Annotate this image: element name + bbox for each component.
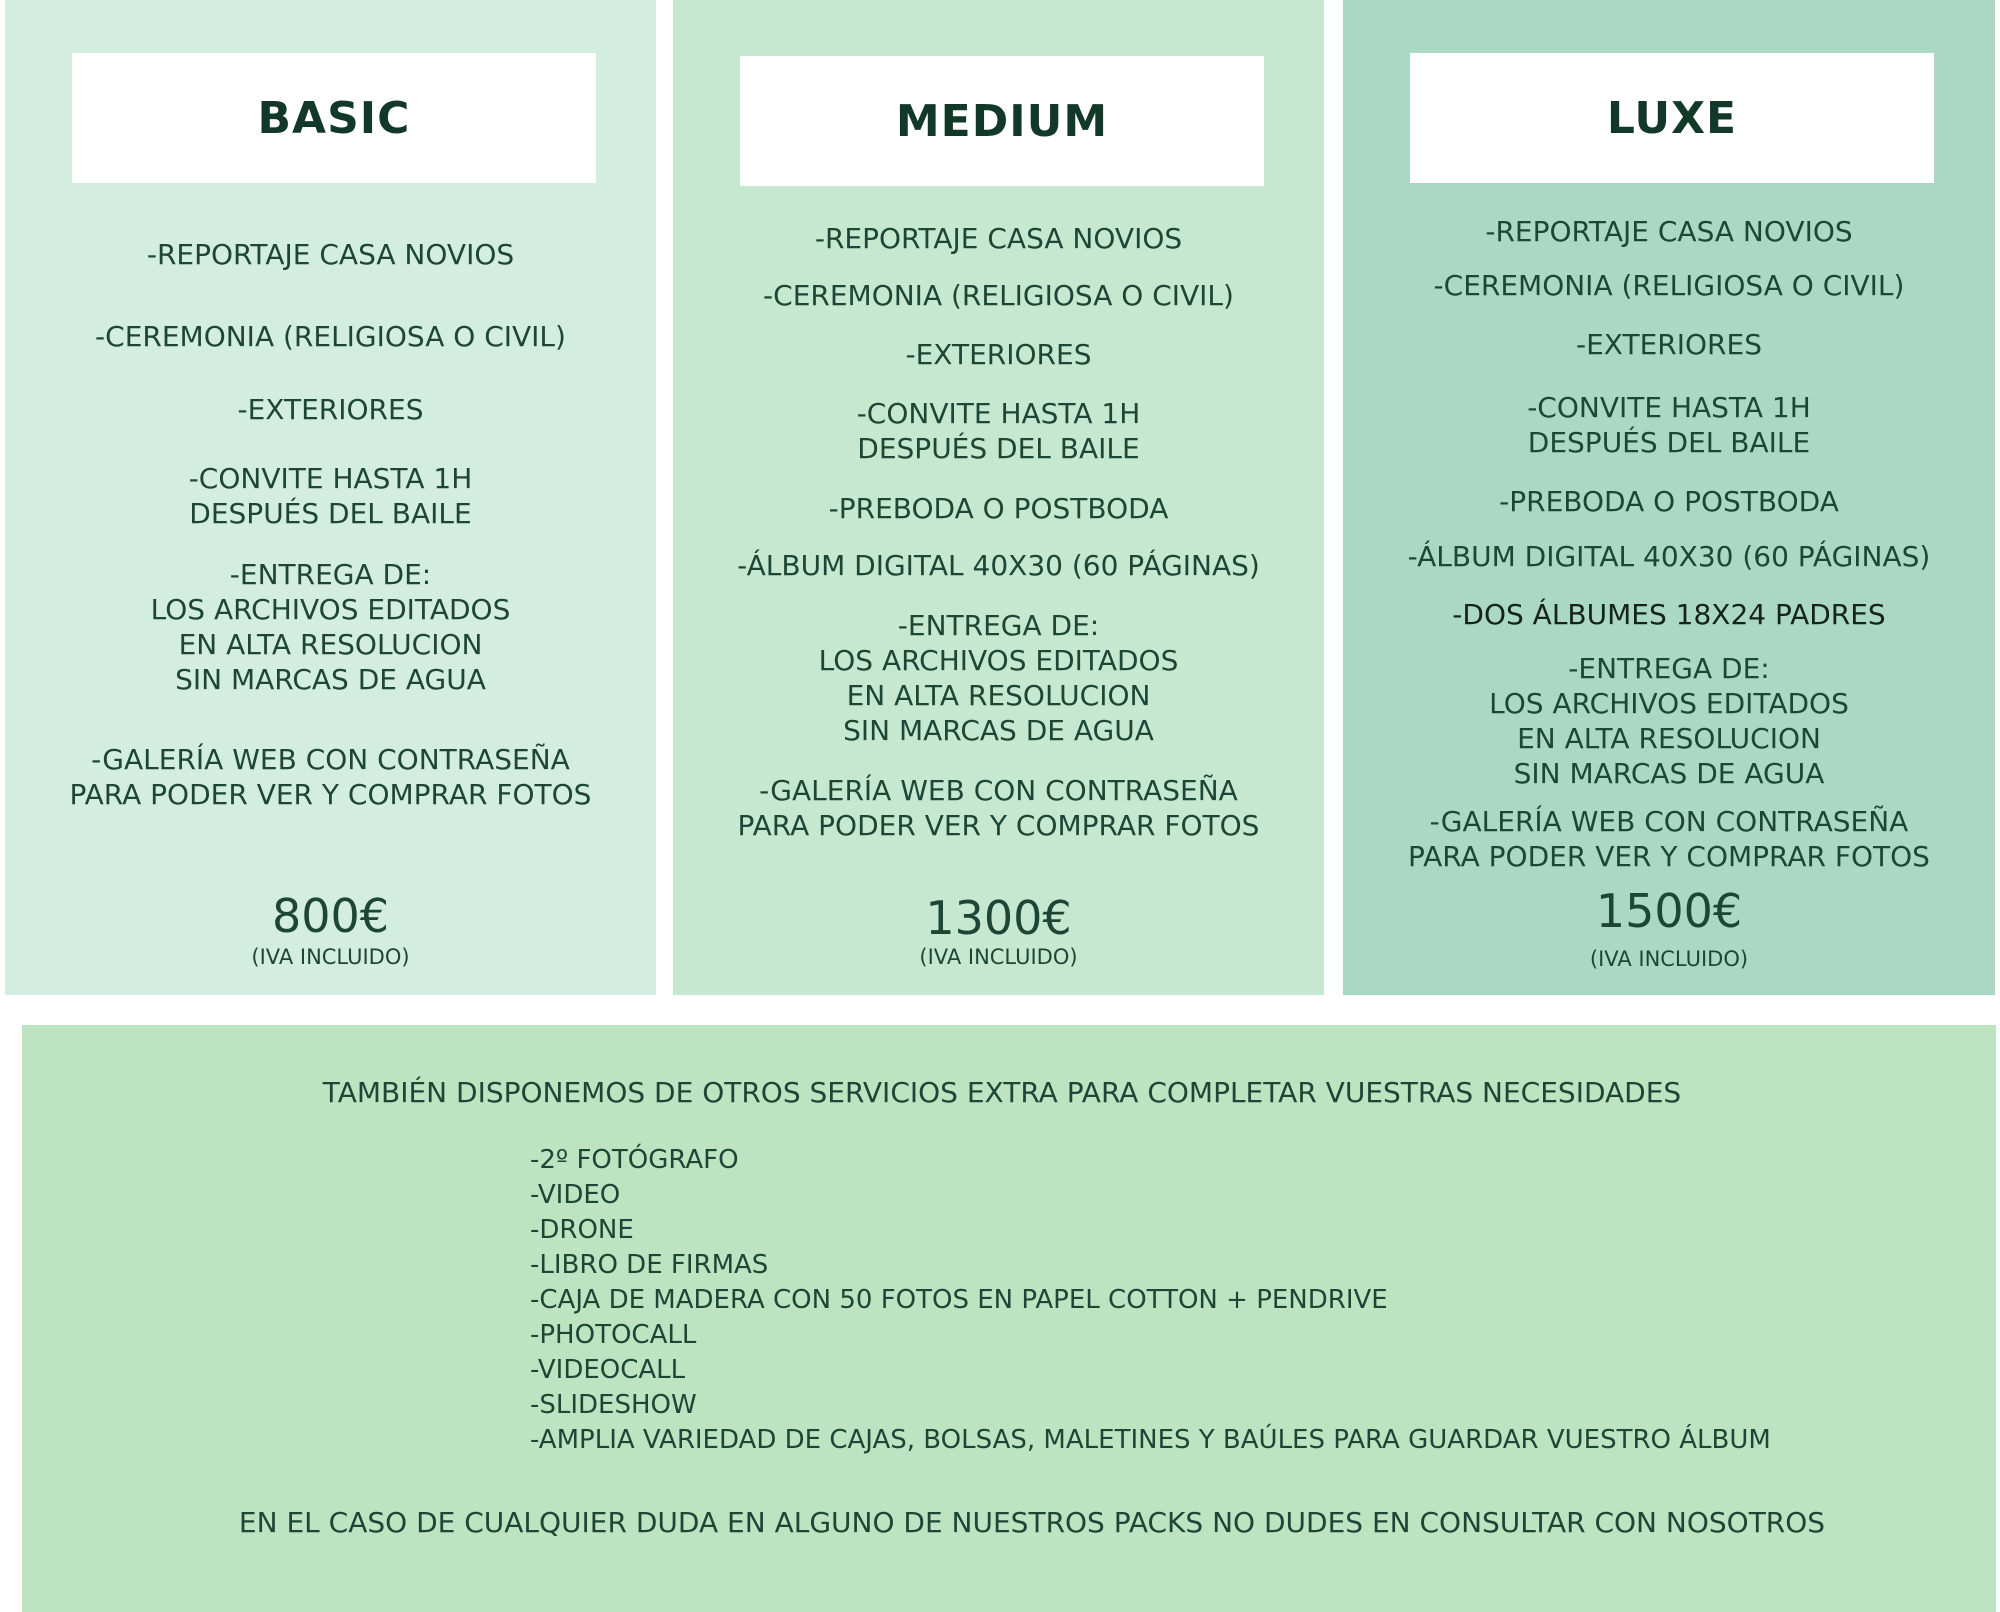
pack-feature: -CEREMONIA (RELIGIOSA O CIVIL) — [1433, 269, 1905, 302]
pack-feature: -ÁLBUM DIGITAL 40X30 (60 PÁGINAS) — [737, 549, 1260, 582]
pack-feature: -GALERÍA WEB CON CONTRASEÑA PARA PODER VER Y COMPRAR FOTOS — [69, 743, 592, 811]
pack-feature: -GALERÍA WEB CON CONTRASEÑA PARA PODER VER Y COMPRAR FOTOS — [1408, 805, 1930, 873]
pack-feature: -CEREMONIA (RELIGIOSA O CIVIL) — [763, 279, 1234, 312]
pack-vat-note: (IVA INCLUIDO) — [1589, 947, 1749, 971]
pack-feature: -CONVITE HASTA 1H DESPUÉS DEL BAILE — [188, 462, 473, 530]
pack-feature: -DOS ÁLBUMES 18X24 PADRES — [1452, 598, 1886, 631]
pack-feature: -ÁLBUM DIGITAL 40X30 (60 PÁGINAS) — [1407, 540, 1931, 573]
pack-title: MEDIUM — [895, 95, 1109, 147]
extras-item: -AMPLIA VARIEDAD DE CAJAS, BOLSAS, MALETINES Y BAÚLES PARA GUARDAR VUESTRO ÁLBUM — [530, 1425, 1771, 1455]
pack-vat-note: (IVA INCLUIDO) — [251, 945, 410, 969]
extras-panel — [22, 1025, 1996, 1612]
pack-feature: -EXTERIORES — [905, 338, 1092, 371]
pack-vat-note: (IVA INCLUIDO) — [919, 945, 1078, 969]
pack-feature: -PREBODA O POSTBODA — [828, 492, 1169, 525]
pack-feature: -ENTREGA DE: LOS ARCHIVOS EDITADOS EN ALTA RESOLUCION SIN MARCAS DE AGUA — [1489, 652, 1849, 790]
pack-card-luxe — [1343, 0, 1995, 995]
pack-card-medium — [673, 0, 1324, 995]
pack-feature: -CONVITE HASTA 1H DESPUÉS DEL BAILE — [856, 397, 1141, 465]
extras-item: -PHOTOCALL — [530, 1320, 697, 1350]
pack-price: 1300€ — [925, 891, 1072, 945]
pack-feature: -REPORTAJE CASA NOVIOS — [146, 238, 515, 271]
pack-feature: -ENTREGA DE: LOS ARCHIVOS EDITADOS EN ALTA RESOLUCION SIN MARCAS DE AGUA — [818, 609, 1179, 747]
pack-feature: -PREBODA O POSTBODA — [1499, 485, 1839, 518]
extras-item: -LIBRO DE FIRMAS — [530, 1250, 769, 1280]
extras-item: -DRONE — [530, 1215, 634, 1245]
pack-title-box — [1410, 53, 1934, 183]
pack-price: 800€ — [271, 889, 390, 943]
extras-item: -CAJA DE MADERA CON 50 FOTOS EN PAPEL COTTON + PENDRIVE — [530, 1285, 1388, 1315]
extras-item: -2º FOTÓGRAFO — [530, 1145, 739, 1175]
extras-item: -VIDEO — [530, 1180, 621, 1210]
pack-feature: -EXTERIORES — [1576, 328, 1762, 361]
extras-list — [530, 1143, 1771, 1458]
pack-feature: -CONVITE HASTA 1H DESPUÉS DEL BAILE — [1527, 391, 1811, 459]
pack-feature: -ENTREGA DE: LOS ARCHIVOS EDITADOS EN ALTA RESOLUCION SIN MARCAS DE AGUA — [150, 558, 511, 696]
pack-feature: -EXTERIORES — [237, 393, 424, 426]
extras-note: EN EL CASO DE CUALQUIER DUDA EN ALGUNO DE NUESTROS PACKS NO DUDES EN CONSULTAR CON NOSOTROS — [238, 1506, 1826, 1539]
pack-title-box — [72, 53, 596, 183]
pack-feature: -CEREMONIA (RELIGIOSA O CIVIL) — [95, 320, 566, 353]
extras-item: -SLIDESHOW — [530, 1390, 697, 1420]
pack-card-basic — [5, 0, 656, 995]
pack-title: LUXE — [1606, 92, 1738, 144]
pack-feature: -REPORTAJE CASA NOVIOS — [1485, 215, 1853, 248]
pack-title-box — [740, 56, 1264, 186]
pack-price: 1500€ — [1595, 884, 1743, 938]
pack-title: BASIC — [257, 92, 411, 144]
pack-feature: -REPORTAJE CASA NOVIOS — [814, 222, 1183, 255]
pack-feature: -GALERÍA WEB CON CONTRASEÑA PARA PODER VER Y COMPRAR FOTOS — [737, 774, 1260, 842]
extras-item: -VIDEOCALL — [530, 1355, 686, 1385]
extras-heading: TAMBIÉN DISPONEMOS DE OTROS SERVICIOS EXTRA PARA COMPLETAR VUESTRAS NECESIDADES — [322, 1076, 1682, 1109]
